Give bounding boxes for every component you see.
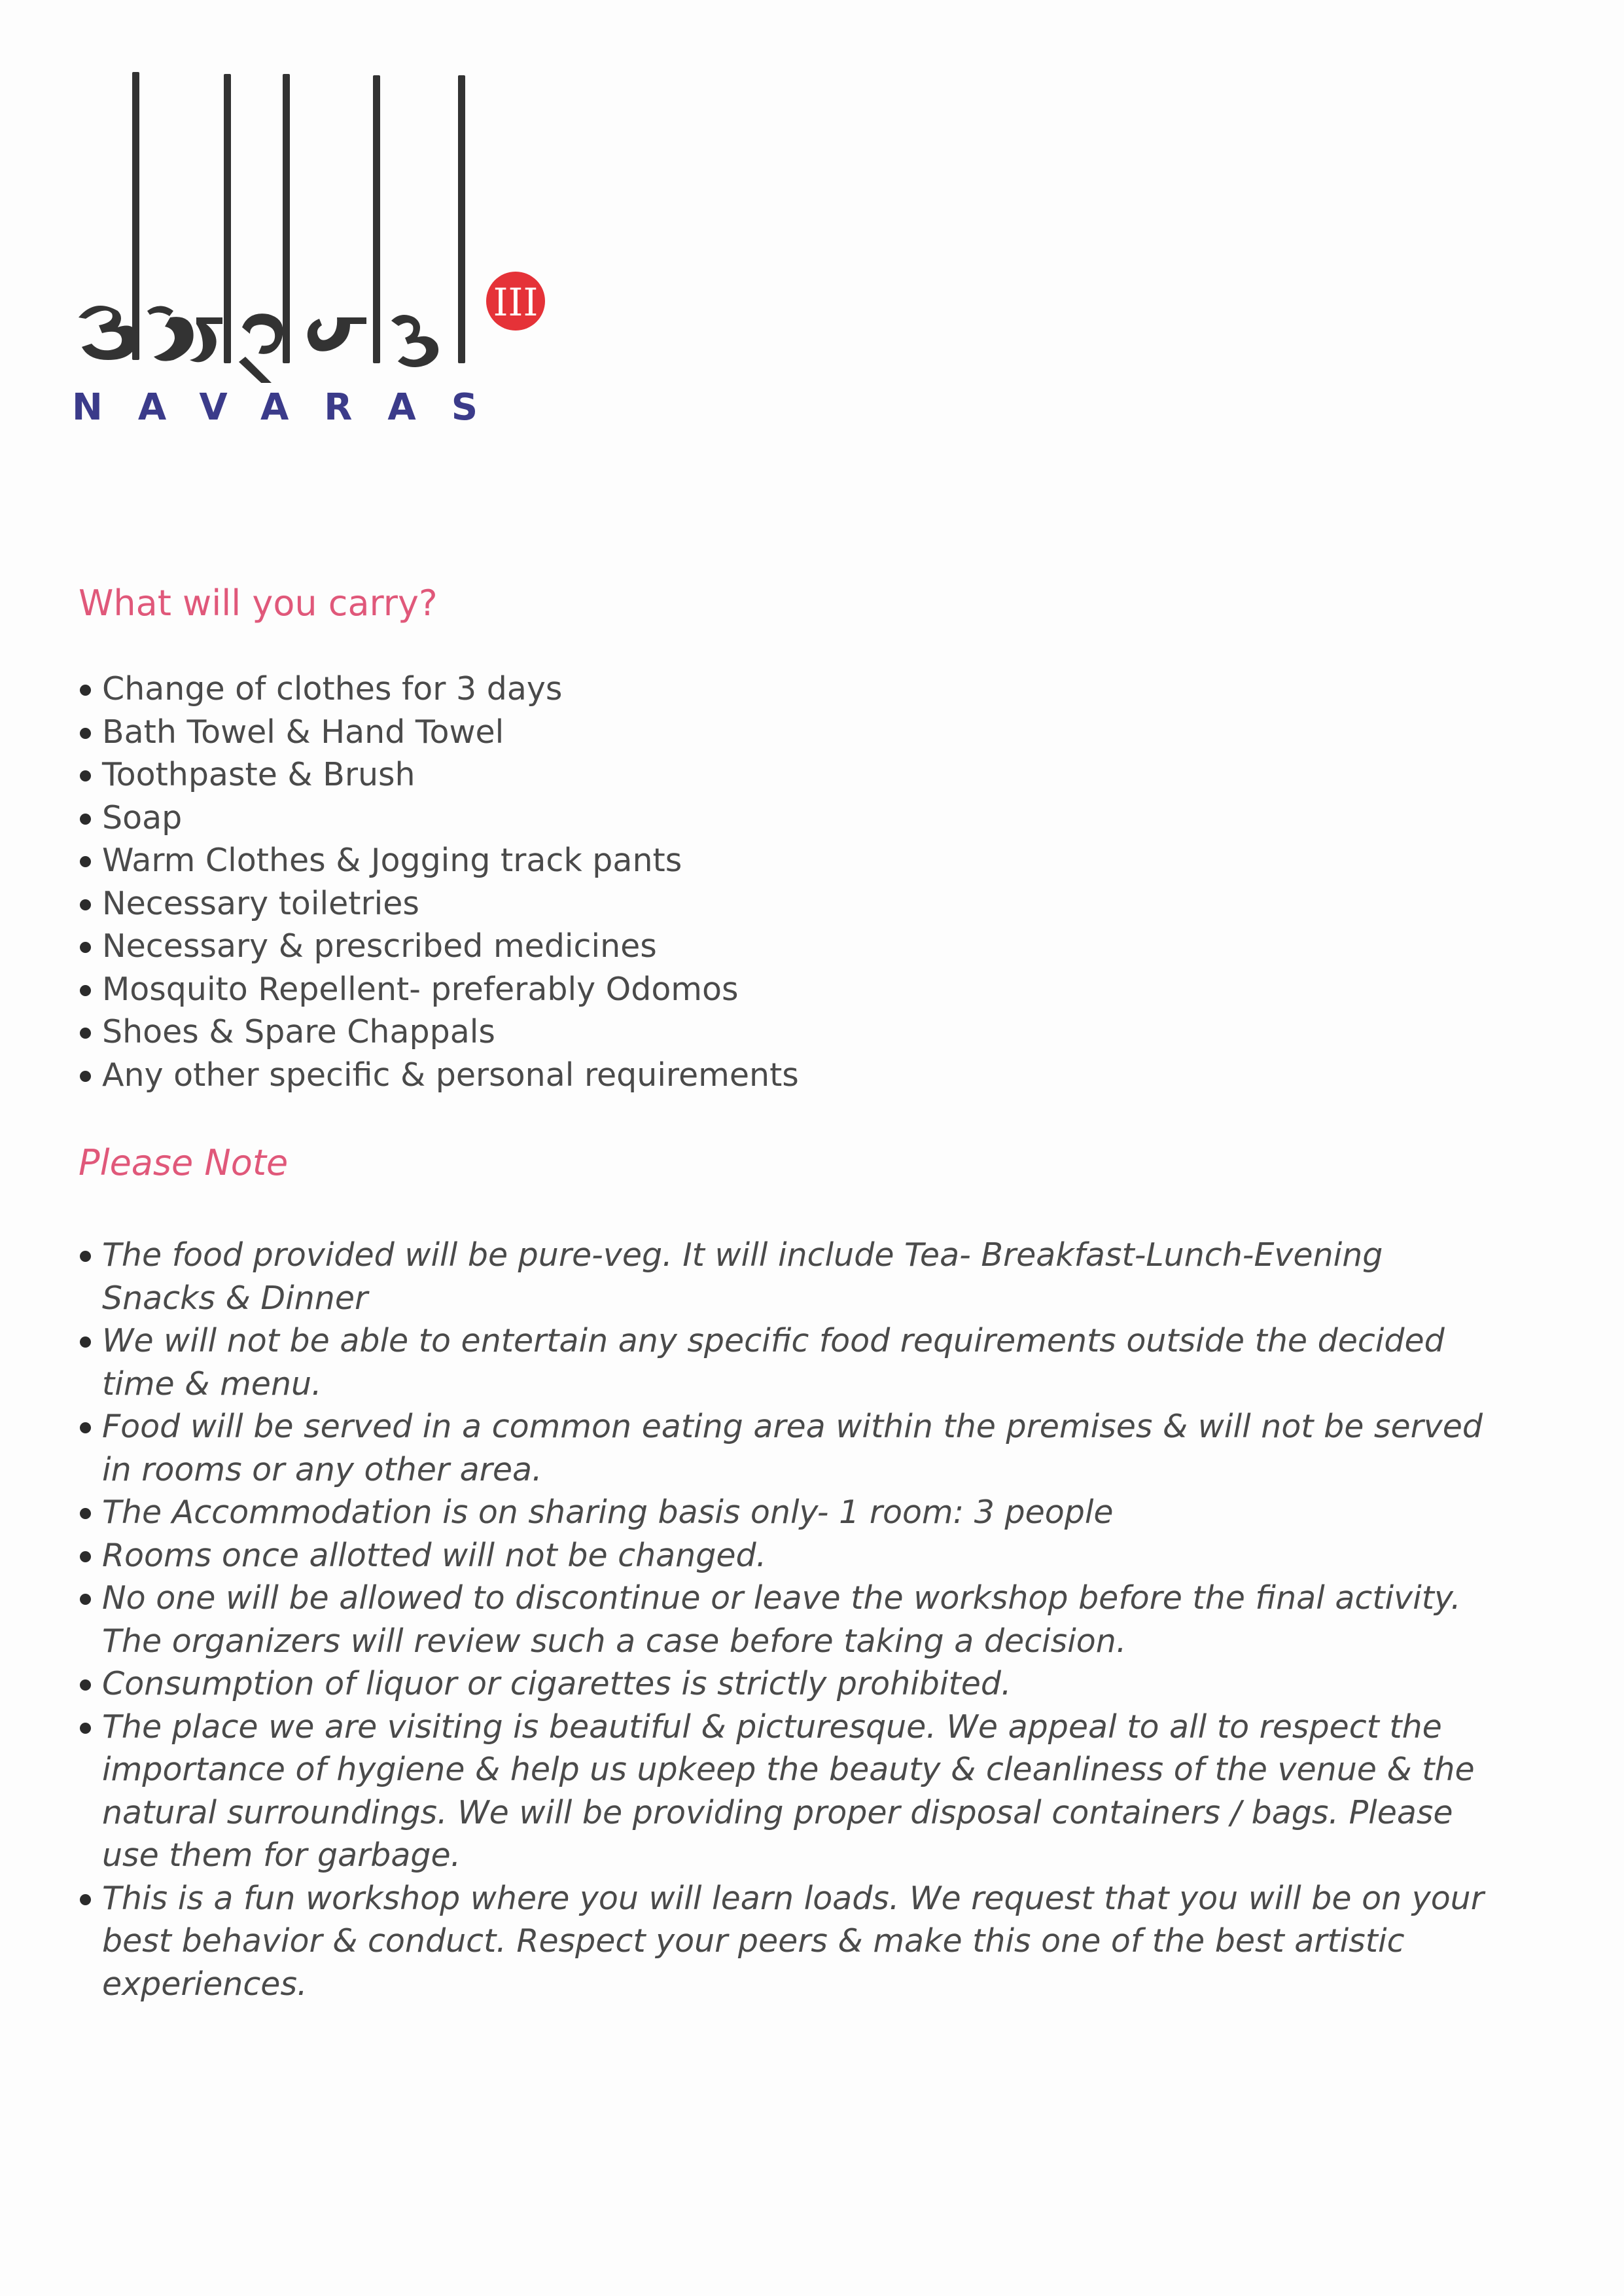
list-item: Necessary toiletries bbox=[79, 882, 799, 925]
list-item: Rooms once allotted will not be changed. bbox=[79, 1534, 1505, 1577]
brand-name: NAVARAS bbox=[72, 386, 514, 429]
list-item: Consumption of liquor or cigarettes is strictly prohibited. bbox=[79, 1662, 1505, 1706]
carry-list bbox=[79, 668, 799, 1096]
brand-logo bbox=[72, 69, 569, 435]
note-heading: Please Note bbox=[79, 1142, 289, 1183]
edition-badge-text: III bbox=[493, 280, 538, 325]
list-item: Soap bbox=[79, 797, 799, 840]
list-item: Any other specific & personal requirements bbox=[79, 1054, 799, 1097]
list-item: Toothpaste & Brush bbox=[79, 753, 799, 797]
devanagari-wordmark-logo bbox=[72, 69, 569, 383]
carry-heading: What will you carry? bbox=[79, 583, 438, 624]
list-item: Food will be served in a common eating area within the premises & will not be served in rooms or any other area. bbox=[79, 1405, 1505, 1491]
list-item: Mosquito Repellent- preferably Odomos bbox=[79, 968, 799, 1011]
list-item: Bath Towel & Hand Towel bbox=[79, 711, 799, 754]
list-item: The place we are visiting is beautiful & picturesque. We appeal to all to respect the importance of hygiene & help us upkeep the beauty & cleanliness of the venue & the natural surroundings. We will be providing proper disposal containers / bags. Please use them for garbage. bbox=[79, 1706, 1505, 1877]
list-item: The food provided will be pure-veg. It will include Tea- Breakfast-Lunch-Evening Snacks & Dinner bbox=[79, 1234, 1505, 1319]
list-item: Change of clothes for 3 days bbox=[79, 668, 799, 711]
note-list bbox=[79, 1234, 1505, 2005]
list-item: This is a fun workshop where you will learn loads. We request that you will be on your best behavior & conduct. Respect your peers & make this one of the best artistic experiences. bbox=[79, 1877, 1505, 2006]
list-item: We will not be able to entertain any specific food requirements outside the decided time & menu. bbox=[79, 1319, 1505, 1405]
list-item: The Accommodation is on sharing basis only- 1 room: 3 people bbox=[79, 1491, 1505, 1534]
list-item: Necessary & prescribed medicines bbox=[79, 925, 799, 968]
list-item: Shoes & Spare Chappals bbox=[79, 1011, 799, 1054]
list-item: Warm Clothes & Jogging track pants bbox=[79, 839, 799, 882]
list-item: No one will be allowed to discontinue or leave the workshop before the final activity. The organizers will review such a case before taking a decision. bbox=[79, 1577, 1505, 1662]
